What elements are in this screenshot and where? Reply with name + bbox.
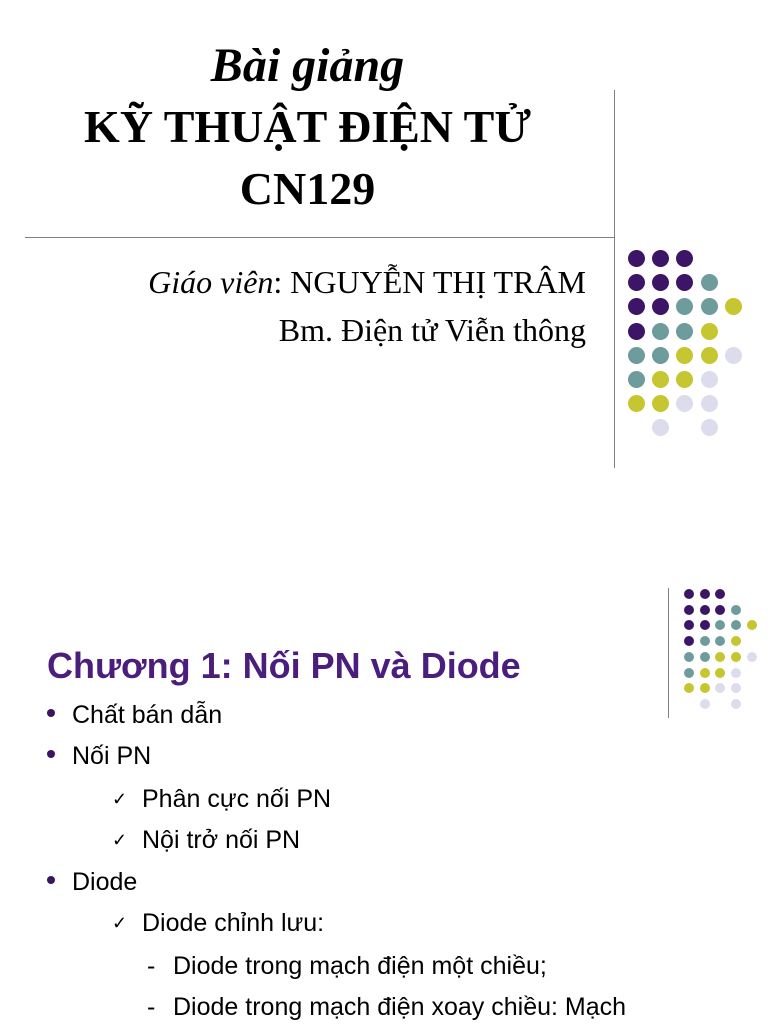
decorative-dot xyxy=(700,620,710,630)
lecture-title: Bài giảng xyxy=(210,39,405,92)
department: Bm. Điện tử Viễn thông xyxy=(278,312,586,348)
decorative-dot xyxy=(731,699,741,709)
list-item: - Diode trong mạch điện một chiều; xyxy=(147,949,547,983)
decorative-dot xyxy=(700,589,710,599)
decorative-dot xyxy=(715,652,725,662)
decorative-dot xyxy=(731,605,741,615)
decorative-dot xyxy=(731,683,741,693)
decorative-dot xyxy=(701,274,718,291)
bullet-icon xyxy=(47,876,55,884)
course-code: CN129 xyxy=(239,163,376,214)
decorative-dot xyxy=(701,298,718,315)
decorative-dot xyxy=(652,419,669,436)
decorative-dot xyxy=(652,274,669,291)
decorative-dot xyxy=(747,620,757,630)
vertical-divider xyxy=(614,90,615,468)
decorative-dot xyxy=(676,250,693,267)
decorative-dot xyxy=(628,395,645,412)
decorative-dot xyxy=(731,636,741,646)
list-item: Diode xyxy=(47,865,137,899)
decorative-dot xyxy=(676,395,693,412)
decorative-dot xyxy=(628,298,645,315)
decorative-dot xyxy=(715,636,725,646)
decorative-dot xyxy=(747,652,757,662)
decorative-dot xyxy=(676,347,693,364)
decorative-dot xyxy=(725,347,742,364)
decorative-dot xyxy=(731,620,741,630)
decorative-dot xyxy=(628,371,645,388)
decorative-dot xyxy=(700,699,710,709)
decorative-dot xyxy=(628,323,645,340)
decorative-dot xyxy=(715,620,725,630)
decorative-dot xyxy=(652,347,669,364)
decorative-dot xyxy=(700,636,710,646)
list-item: - Diode trong mạch điện xoay chiều: Mạch xyxy=(147,990,626,1024)
bullet-icon xyxy=(47,709,55,717)
list-item: ✓ Diode chỉnh lưu: xyxy=(112,906,324,940)
dash-marker: - xyxy=(147,993,156,1021)
decorative-dot xyxy=(701,347,718,364)
decorative-dot xyxy=(676,323,693,340)
decorative-dot xyxy=(715,589,725,599)
decorative-dot xyxy=(652,298,669,315)
decorative-dot xyxy=(684,620,694,630)
decorative-dot xyxy=(715,605,725,615)
list-item: Chất bán dẫn xyxy=(47,698,222,732)
vertical-divider-2 xyxy=(668,588,669,718)
decorative-dot xyxy=(684,636,694,646)
decorative-dot xyxy=(725,298,742,315)
decorative-dot xyxy=(684,652,694,662)
decorative-dot xyxy=(684,589,694,599)
decorative-dot xyxy=(628,274,645,291)
checkmark-icon: ✓ xyxy=(112,830,128,850)
decorative-dot xyxy=(652,323,669,340)
checkmark-icon: ✓ xyxy=(112,913,128,933)
decorative-dot xyxy=(715,668,725,678)
decorative-dot xyxy=(652,395,669,412)
chapter-title: Chương 1: Nối PN và Diode xyxy=(47,645,521,686)
decorative-dot xyxy=(700,683,710,693)
teacher-name: : NGUYỄN THỊ TRÂM xyxy=(273,264,586,300)
teacher-line xyxy=(148,262,586,302)
decorative-dot xyxy=(684,683,694,693)
course-name: KỸ THUẬT ĐIỆN TỬ xyxy=(84,101,531,152)
list-item: ✓ Nội trở nối PN xyxy=(112,823,300,857)
decorative-dot xyxy=(715,683,725,693)
decorative-dot xyxy=(684,605,694,615)
decorative-dot xyxy=(700,652,710,662)
decorative-dot xyxy=(701,419,718,436)
decorative-dot xyxy=(731,668,741,678)
bullet-icon xyxy=(47,750,55,758)
decorative-dot xyxy=(652,371,669,388)
decorative-dot xyxy=(684,668,694,678)
decorative-dot xyxy=(701,323,718,340)
decorative-dot xyxy=(701,371,718,388)
decorative-dot xyxy=(700,668,710,678)
decorative-dot xyxy=(701,395,718,412)
decorative-dot xyxy=(628,250,645,267)
decorative-dot xyxy=(676,371,693,388)
decorative-dot xyxy=(676,274,693,291)
decorative-dot xyxy=(700,605,710,615)
decorative-dot xyxy=(731,652,741,662)
horizontal-divider xyxy=(25,237,615,238)
checkmark-icon: ✓ xyxy=(112,789,128,809)
list-item: Nối PN xyxy=(47,739,151,773)
decorative-dot xyxy=(652,250,669,267)
decorative-dot xyxy=(628,347,645,364)
decorative-dot xyxy=(676,298,693,315)
teacher-label: Giáo viên xyxy=(148,264,274,300)
dash-marker: - xyxy=(147,952,156,980)
list-item: ✓ Phân cực nối PN xyxy=(112,782,331,816)
